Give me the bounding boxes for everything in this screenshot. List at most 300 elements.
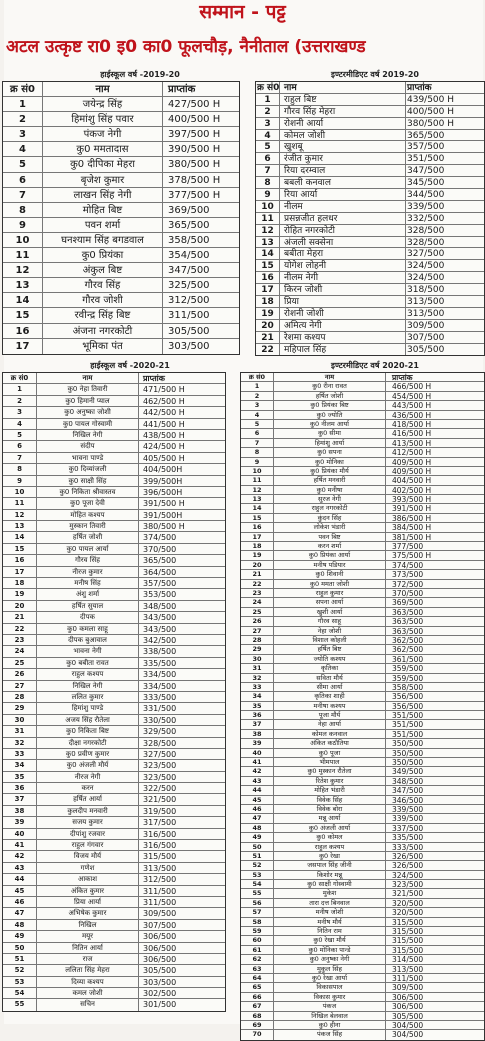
serial-cell: 29 bbox=[241, 645, 274, 653]
table-row bbox=[3, 920, 225, 931]
score-cell: 466/500 H bbox=[392, 382, 432, 391]
score-cell: 315/500 bbox=[392, 917, 424, 927]
serial-cell: 12 bbox=[3, 510, 37, 520]
table-row bbox=[256, 118, 484, 130]
column-header-score: प्राप्तांक bbox=[407, 83, 432, 93]
name-cell: कु0 मनीषा bbox=[274, 486, 386, 494]
score-cell: 334/500 bbox=[143, 681, 177, 691]
name-cell: कु0 प्रियंका bbox=[43, 248, 163, 262]
score-cell: 306/500 bbox=[392, 992, 424, 1002]
serial-cell: 43 bbox=[241, 777, 274, 785]
score-cell: 370/500 bbox=[143, 544, 177, 554]
table-row bbox=[241, 636, 484, 645]
heading-intermediate-2020-21: इण्टरमीडिएट वर्ष 2020-21 bbox=[331, 361, 419, 370]
score-cell: 357/500 bbox=[407, 142, 445, 153]
score-cell: 374/500 bbox=[392, 560, 424, 570]
score-cell: 363/500 bbox=[392, 617, 424, 626]
table-row bbox=[256, 260, 484, 272]
table-row bbox=[241, 946, 484, 955]
serial-cell: 3 bbox=[3, 127, 43, 141]
score-cell: 369/500 bbox=[168, 204, 210, 216]
table-row bbox=[241, 495, 484, 504]
table-row bbox=[3, 726, 225, 737]
name-cell: कृतिका bbox=[274, 664, 386, 672]
score-cell: 348/500 bbox=[392, 776, 424, 786]
name-cell: राहुल बिष्ट bbox=[280, 94, 406, 105]
table-row bbox=[241, 777, 484, 786]
score-cell: 332/500 bbox=[407, 213, 445, 224]
table-header-row bbox=[241, 373, 484, 382]
name-cell: प्रिया आर्या bbox=[37, 897, 139, 907]
table-row bbox=[3, 430, 225, 441]
score-cell: 339/500 bbox=[392, 804, 424, 814]
score-cell: 316/500 bbox=[143, 829, 177, 839]
name-cell: अंकित कठौतिया bbox=[274, 739, 386, 747]
table-row bbox=[3, 772, 225, 783]
name-cell: कु0 रेखा bbox=[274, 852, 386, 860]
score-cell: 342/500 bbox=[143, 635, 177, 645]
name-cell: कु0 शिवानी bbox=[274, 570, 386, 578]
serial-cell: 59 bbox=[241, 927, 274, 935]
score-cell: 347/500 bbox=[168, 265, 210, 277]
score-cell: 377/500 bbox=[392, 542, 424, 551]
score-cell: 373/500 bbox=[392, 570, 424, 579]
serial-cell: 15 bbox=[3, 308, 43, 322]
serial-cell: 21 bbox=[256, 332, 280, 343]
serial-cell: 24 bbox=[241, 598, 274, 606]
table-row bbox=[3, 874, 225, 885]
serial-cell: 29 bbox=[3, 703, 37, 713]
serial-cell: 14 bbox=[241, 504, 274, 512]
serial-cell: 16 bbox=[3, 555, 37, 565]
name-cell: कु0 अनुष्का जोशी bbox=[37, 407, 139, 417]
score-cell: 397/500 H bbox=[168, 129, 221, 141]
score-cell: 331/500 bbox=[143, 704, 177, 714]
serial-cell: 11 bbox=[3, 248, 43, 262]
table-row bbox=[256, 225, 484, 237]
serial-cell: 47 bbox=[241, 814, 274, 822]
name-cell: नितिन राम bbox=[274, 927, 386, 935]
serial-cell: 49 bbox=[3, 931, 37, 941]
score-cell: 339/500 bbox=[407, 201, 445, 212]
serial-cell: 46 bbox=[241, 805, 274, 813]
name-cell: विशाल कोहली bbox=[274, 636, 386, 644]
name-cell: पूजा मौर्य bbox=[274, 711, 386, 719]
table-row bbox=[3, 263, 239, 278]
serial-cell: 21 bbox=[241, 570, 274, 578]
table-row bbox=[3, 510, 225, 521]
table-highschool-2020-21 bbox=[2, 372, 226, 1012]
serial-cell: 7 bbox=[3, 453, 37, 463]
name-cell: कु0 साक्षी गोस्वामी bbox=[274, 880, 386, 888]
name-cell: गौरव सिंह bbox=[37, 555, 139, 565]
score-cell: 396/500H bbox=[143, 487, 183, 497]
serial-cell: 9 bbox=[3, 476, 37, 486]
name-cell: कु0 प्रियंका बिष्ट bbox=[274, 401, 386, 409]
serial-cell: 56 bbox=[241, 899, 274, 907]
name-cell: अंजली सक्सेना bbox=[280, 237, 406, 248]
name-cell: मुस्कान तिवारी bbox=[37, 521, 139, 531]
serial-cell: 51 bbox=[3, 954, 37, 964]
column-header-sn: क्र सं0 bbox=[241, 373, 274, 381]
table-row bbox=[241, 664, 484, 673]
serial-cell: 47 bbox=[3, 908, 37, 918]
score-cell: 323/500 bbox=[143, 761, 177, 771]
serial-cell: 22 bbox=[3, 624, 37, 634]
table-row bbox=[256, 248, 484, 260]
serial-cell: 15 bbox=[3, 544, 37, 554]
score-cell: 351/500 bbox=[407, 154, 445, 165]
score-cell: 335/500 bbox=[392, 833, 424, 842]
score-cell: 316/500 bbox=[143, 841, 177, 851]
score-cell: 314/500 bbox=[392, 955, 424, 964]
serial-cell: 39 bbox=[3, 817, 37, 827]
table-row bbox=[256, 201, 484, 213]
serial-cell: 23 bbox=[3, 635, 37, 645]
name-cell: मनीषा कश्यप bbox=[274, 702, 386, 710]
table-row bbox=[241, 730, 484, 739]
table-row bbox=[3, 908, 225, 919]
score-cell: 351/500 bbox=[392, 720, 424, 729]
table-row bbox=[3, 851, 225, 862]
serial-cell: 22 bbox=[241, 580, 274, 588]
serial-cell: 34 bbox=[241, 692, 274, 700]
serial-cell: 12 bbox=[256, 225, 280, 236]
score-cell: 399/500H bbox=[143, 476, 183, 486]
table-row bbox=[3, 476, 225, 487]
score-cell: 413/500 H bbox=[392, 438, 432, 448]
score-cell: 318/500 bbox=[407, 285, 445, 296]
score-cell: 306/500 bbox=[143, 943, 177, 953]
score-cell: 321/500 bbox=[143, 795, 177, 805]
serial-cell: 9 bbox=[256, 189, 280, 200]
name-cell: कु0 प्रियंका आर्या bbox=[274, 551, 386, 559]
table-row bbox=[241, 833, 484, 842]
serial-cell: 13 bbox=[241, 495, 274, 503]
table-row bbox=[3, 988, 225, 999]
name-cell: नेहा आर्या bbox=[274, 720, 386, 728]
table-row bbox=[3, 578, 225, 589]
table-row bbox=[241, 570, 484, 579]
score-cell: 350/500 bbox=[392, 739, 424, 748]
table-header-row bbox=[256, 82, 484, 94]
serial-cell: 42 bbox=[241, 767, 274, 775]
score-cell: 350/500 bbox=[392, 758, 424, 767]
name-cell: किरन जोशी bbox=[280, 284, 406, 295]
table-row bbox=[3, 278, 239, 293]
table-row bbox=[3, 441, 225, 452]
score-cell: 351/500 bbox=[392, 729, 424, 739]
name-cell: करन शर्मा bbox=[274, 542, 386, 550]
score-cell: 416/500 H bbox=[392, 429, 432, 438]
serial-cell: 67 bbox=[241, 1002, 274, 1010]
table-row bbox=[3, 218, 239, 233]
table-row bbox=[241, 580, 484, 589]
score-cell: 391/500 H bbox=[392, 504, 432, 513]
name-cell: कुलदीप मनवारी bbox=[37, 806, 139, 816]
name-cell: कुंदन सिंह bbox=[274, 514, 386, 522]
score-cell: 333/500 bbox=[392, 842, 424, 851]
column-header-sn: क्र सं0 bbox=[3, 82, 43, 96]
table-highschool-2019-20 bbox=[2, 81, 240, 355]
serial-cell: 44 bbox=[241, 786, 274, 794]
table-row bbox=[241, 645, 484, 654]
score-cell: 301/500 bbox=[143, 1000, 177, 1010]
score-cell: 324/500 bbox=[407, 273, 445, 284]
serial-cell: 34 bbox=[3, 760, 37, 770]
serial-cell: 19 bbox=[241, 551, 274, 559]
score-cell: 326/500 bbox=[392, 861, 424, 870]
name-cell: कु0 पायल गोस्वामी bbox=[37, 419, 139, 429]
serial-cell: 65 bbox=[241, 983, 274, 991]
table-row bbox=[241, 448, 484, 457]
score-cell: 356/500 bbox=[392, 692, 424, 701]
name-cell: कु0 निकिता श्रीवास्तव bbox=[37, 487, 139, 497]
serial-cell: 20 bbox=[241, 561, 274, 569]
name-cell: कु0 अनुष्का नेगी bbox=[274, 955, 386, 963]
score-cell: 323/500 bbox=[143, 772, 177, 782]
table-row bbox=[3, 173, 239, 188]
score-cell: 380/500 H bbox=[407, 118, 455, 129]
table-row bbox=[3, 897, 225, 908]
score-cell: 334/500 bbox=[143, 670, 177, 680]
score-cell: 454/500 H bbox=[392, 391, 432, 401]
name-cell: सीमा आर्या bbox=[274, 683, 386, 691]
score-cell: 405/500 H bbox=[143, 453, 185, 463]
table-row bbox=[256, 177, 484, 189]
table-row bbox=[3, 487, 225, 498]
table-row bbox=[241, 974, 484, 983]
table-row bbox=[241, 918, 484, 927]
serial-cell: 22 bbox=[256, 344, 280, 356]
serial-cell: 46 bbox=[3, 897, 37, 907]
serial-cell: 24 bbox=[3, 646, 37, 656]
table-row bbox=[3, 817, 225, 828]
serial-cell: 33 bbox=[241, 683, 274, 691]
name-cell: मन्नू आर्या bbox=[274, 814, 386, 822]
name-cell: कु0 नीलम आर्या bbox=[274, 420, 386, 428]
table-row bbox=[241, 796, 484, 805]
score-cell: 347/500 bbox=[407, 166, 445, 177]
serial-cell: 45 bbox=[241, 796, 274, 804]
serial-cell: 35 bbox=[241, 702, 274, 710]
serial-cell: 5 bbox=[256, 141, 280, 152]
name-cell: रंजीत कुमार bbox=[280, 153, 406, 164]
name-cell: हिमांशु आर्या bbox=[274, 439, 386, 447]
table-row bbox=[241, 1021, 484, 1030]
serial-cell: 30 bbox=[3, 715, 37, 725]
serial-cell: 20 bbox=[3, 601, 37, 611]
name-cell: भूमिका पंत bbox=[43, 339, 163, 354]
name-cell: कु0 नेहा तिवारी bbox=[37, 384, 139, 394]
name-cell: बृजेश कुमार bbox=[43, 173, 163, 187]
serial-cell: 37 bbox=[241, 720, 274, 728]
score-cell: 409/500 H bbox=[392, 466, 432, 476]
name-cell: गणेश bbox=[37, 863, 139, 873]
table-row bbox=[241, 702, 484, 711]
score-cell: 328/500 bbox=[143, 738, 177, 748]
serial-cell: 17 bbox=[3, 339, 43, 354]
score-cell: 312/500 bbox=[143, 875, 177, 885]
serial-cell: 36 bbox=[3, 783, 37, 793]
serial-cell: 35 bbox=[3, 772, 37, 782]
serial-cell: 68 bbox=[241, 1012, 274, 1020]
score-cell: 353/500 bbox=[143, 590, 177, 600]
table-row bbox=[3, 324, 239, 339]
name-cell: कु0 रेखा मौर्य bbox=[274, 936, 386, 944]
serial-cell: 28 bbox=[241, 636, 274, 644]
table-row bbox=[3, 749, 225, 760]
serial-cell: 19 bbox=[3, 589, 37, 599]
score-cell: 380/500 H bbox=[168, 159, 221, 171]
name-cell: जसपाल सिंह जीनी bbox=[274, 861, 386, 869]
name-cell: ललित कुमार bbox=[37, 692, 139, 702]
name-cell: कु0 निकिता बिष्ट bbox=[37, 726, 139, 736]
heading-intermediate-2019-20: इण्टरमीडिएट वर्ष 2019-20 bbox=[331, 70, 419, 79]
score-cell: 370/500 bbox=[392, 588, 424, 598]
name-cell: कु0 अंजली मौर्य bbox=[37, 760, 139, 770]
serial-cell: 4 bbox=[3, 142, 43, 156]
table-row bbox=[3, 157, 239, 172]
score-cell: 441/500 H bbox=[143, 419, 185, 429]
column-header-name: नाम bbox=[280, 82, 406, 93]
name-cell: तारा दत्त बिनवाल bbox=[274, 899, 386, 907]
serial-cell: 3 bbox=[3, 407, 37, 417]
name-cell: करन bbox=[37, 783, 139, 793]
score-cell: 307/500 bbox=[407, 332, 445, 343]
serial-cell: 27 bbox=[241, 627, 274, 635]
name-cell: पंकज सिंह bbox=[274, 1030, 386, 1039]
serial-cell: 64 bbox=[241, 974, 274, 982]
table-row bbox=[256, 296, 484, 308]
table-row bbox=[3, 954, 225, 965]
score-cell: 364/500 bbox=[143, 567, 177, 577]
name-cell: दीपांशु रजवार bbox=[37, 829, 139, 839]
name-cell: नीलम नेगी bbox=[280, 272, 406, 283]
score-cell: 324/500 bbox=[407, 261, 445, 272]
table-row bbox=[241, 824, 484, 833]
name-cell: निखिल नेगी bbox=[37, 681, 139, 691]
table-row bbox=[241, 739, 484, 748]
score-cell: 391/500H bbox=[143, 510, 183, 520]
name-cell: महिपाल सिंह bbox=[280, 344, 406, 356]
serial-cell: 49 bbox=[241, 833, 274, 841]
name-cell: संदीप bbox=[37, 441, 139, 451]
table-row bbox=[3, 589, 225, 600]
table-row bbox=[3, 965, 225, 976]
name-cell: सजय कुमार bbox=[37, 817, 139, 827]
name-cell: कोमल कनवाल bbox=[274, 730, 386, 738]
table-row bbox=[3, 999, 225, 1010]
score-cell: 306/500 bbox=[392, 1002, 424, 1011]
name-cell: लोकेश भंडारी bbox=[274, 523, 386, 531]
name-cell: हर्षित जोशी bbox=[37, 532, 139, 542]
table-row bbox=[241, 786, 484, 795]
score-cell: 311/500 bbox=[143, 897, 177, 907]
name-cell: भावना पाण्डे bbox=[37, 453, 139, 463]
table-row bbox=[3, 646, 225, 657]
name-cell: कु0 पूजा देवी bbox=[37, 498, 139, 508]
name-cell: रिया आर्या bbox=[280, 189, 406, 200]
score-cell: 328/500 bbox=[407, 225, 445, 236]
name-cell: जयेन्द्र सिंह bbox=[43, 97, 163, 111]
name-cell: कु0 ममता जोशी bbox=[274, 580, 386, 588]
score-cell: 372/500 bbox=[392, 579, 424, 588]
score-cell: 348/500 bbox=[143, 601, 177, 611]
name-cell: हिमांशु पाण्डे bbox=[37, 703, 139, 713]
serial-cell: 1 bbox=[3, 384, 37, 394]
name-cell: निखिल bbox=[37, 920, 139, 930]
serial-cell: 14 bbox=[3, 293, 43, 307]
name-cell: कृतिका शाही bbox=[274, 692, 386, 700]
table-row bbox=[3, 464, 225, 475]
score-cell: 404/500H bbox=[143, 465, 183, 475]
serial-cell: 8 bbox=[256, 177, 280, 188]
table-row bbox=[3, 407, 225, 418]
score-cell: 361/500 bbox=[392, 654, 424, 664]
table-row bbox=[256, 272, 484, 284]
score-cell: 322/500 bbox=[143, 784, 177, 794]
score-cell: 404/500 H bbox=[392, 476, 432, 485]
name-cell: कमल जोशी bbox=[37, 988, 139, 998]
name-cell: हर्षित जोशी bbox=[274, 392, 386, 400]
serial-cell: 6 bbox=[256, 153, 280, 164]
serial-cell: 58 bbox=[241, 918, 274, 926]
serial-cell: 12 bbox=[241, 486, 274, 494]
serial-cell: 50 bbox=[3, 943, 37, 953]
serial-cell: 7 bbox=[3, 188, 43, 202]
name-cell: कु0 दिव्यांजली bbox=[37, 464, 139, 474]
serial-cell: 66 bbox=[241, 993, 274, 1001]
name-cell: भीमपाल bbox=[274, 758, 386, 766]
name-cell: अजय सिंह रौतेला bbox=[37, 715, 139, 725]
score-cell: 306/500 bbox=[143, 932, 177, 942]
name-cell: गौरव सिंह मेहरा bbox=[280, 106, 406, 117]
table-row bbox=[3, 453, 225, 464]
table-row bbox=[241, 852, 484, 861]
serial-cell: 13 bbox=[256, 237, 280, 248]
table-row bbox=[241, 965, 484, 974]
name-cell: अभिषेक कुमार bbox=[37, 908, 139, 918]
table-row bbox=[3, 97, 239, 112]
serial-cell: 4 bbox=[256, 130, 280, 141]
table-row bbox=[3, 863, 225, 874]
name-cell: विकासपाल bbox=[274, 983, 386, 991]
name-cell: नीरज नेगी bbox=[37, 772, 139, 782]
serial-cell: 8 bbox=[3, 464, 37, 474]
serial-cell: 69 bbox=[241, 1021, 274, 1029]
serial-cell: 21 bbox=[3, 612, 37, 622]
score-cell: 442/500 H bbox=[143, 408, 185, 418]
table-row bbox=[3, 703, 225, 714]
name-cell: कु0 बबीता रावत bbox=[37, 658, 139, 668]
name-cell: मनीष पडियार bbox=[274, 561, 386, 569]
table-row bbox=[3, 419, 225, 430]
serial-cell: 6 bbox=[241, 429, 274, 437]
serial-cell: 43 bbox=[3, 863, 37, 873]
table-row bbox=[241, 598, 484, 607]
score-cell: 375/500 H bbox=[392, 551, 432, 560]
table-row bbox=[241, 523, 484, 532]
serial-cell: 28 bbox=[3, 692, 37, 702]
table-row bbox=[256, 165, 484, 177]
table-row bbox=[256, 237, 484, 249]
serial-cell: 25 bbox=[241, 608, 274, 616]
name-cell: कु0 ज्योति bbox=[274, 411, 386, 419]
name-cell: मयूर bbox=[37, 931, 139, 941]
table-row bbox=[3, 886, 225, 897]
name-cell: दीपक बुआवाल bbox=[37, 635, 139, 645]
